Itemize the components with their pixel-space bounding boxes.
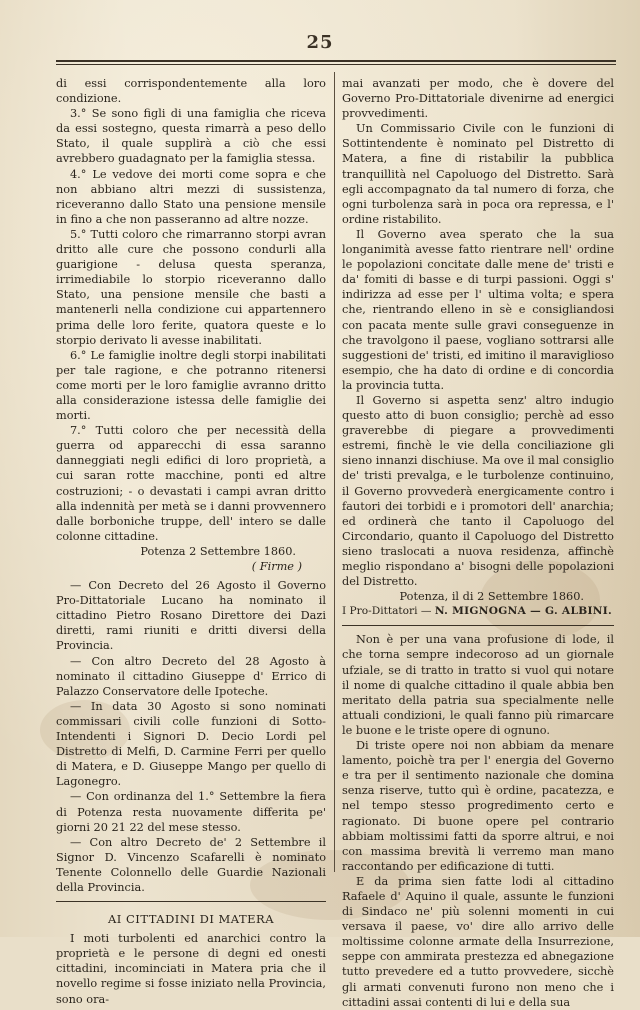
right-column (342, 76, 614, 1009)
signoff-label: I Pro-Dittatori — (342, 605, 432, 618)
decree: — Con altro Decreto de' 2 Settembre il Signor D. Vincenzo Scafarelli è nominato Tenente Colonnello delle Guardie Nazionali della Provincia. (56, 835, 326, 894)
signoff-names: N. MIGNOGNA — G. ALBINI. (434, 605, 612, 618)
paragraph: I moti turbolenti ed anarchici contro la proprietà e le persone di degni ed onesti cittadini, incominciati in Matera pria che il novello regime si fosse iniziato nella Provincia, sono ora- (56, 932, 326, 1006)
paragraph: Di triste opere noi non abbiam da menare lamento, poichè tra per l' energia del Governo e tra per il sentimento nazionale che domina senza riserve, tutto quì è ordine, pacatezza, e nel tempo stesso progredimento certo e ragionato. Di buone opere pel contrario abbiam moltissimi fatti da sporre altrui, e noi con massima brevità li verremo man mano raccontando per edificazione di tutti. (342, 739, 614, 873)
paragraph: 5.° Tutti coloro che rimarranno storpi avran dritto alle cure che possono condurli alla guarigione - delusa questa speranza, irrimediabile lo storpio riceveranno dallo Stato, una pensione mensile che basti a mantenerli nella condizione cui appartennero prima delle loro ferite, quatora queste e lo storpio derivato li avesse inabilitati. (56, 227, 326, 347)
paragraph: mai avanzati per modo, che è dovere del Governo Pro-Dittatoriale divenirne ad energici provvedimenti. (342, 77, 614, 121)
signoff (342, 604, 614, 619)
decree: — Con ordinanza del 1.° Settembre la fiera di Potenza resta nuovamente differita pe' giorni 20 21 22 del mese stesso. (56, 790, 326, 834)
paragraph: di essi corrispondentemente alla loro condizione. (56, 77, 326, 106)
signature: ( Firme ) (251, 560, 302, 573)
decree: — Con Decreto del 26 Agosto il Governo Pro-Dittatoriale Lucano ha nominato il cittadino Pietro Rosano Direttore dei Dazi diretti, rami riuniti e dritti diversi della Provincia. (56, 579, 326, 653)
column-divider (334, 72, 335, 872)
decree: — In data 30 Agosto si sono nominati commissari civili colle funzioni di Sotto-Intendenti i Signori D. Decio Lordi pel Distretto di Melfi, D. Carmine Ferri per quello di Matera, e D. Giuseppe Mango per quello di Lagonegro. (56, 699, 326, 789)
section-separator (56, 901, 326, 902)
header-rule (56, 60, 616, 62)
decree: — Con altro Decreto del 28 Agosto à nominato il cittadino Giuseppe d' Errico di Palazzo Conservatore delle Ipoteche. (56, 654, 326, 698)
left-column (56, 76, 326, 1006)
paragraph: 6.° Le famiglie inoltre degli storpi inabilitati per tale ragione, e che potranno ritenersi come morti per le loro famiglie avranno dritto alla considerazione istessa delle famiglie dei morti. (56, 348, 326, 423)
paragraph: Il Governo avea sperato che la sua longanimità avesse fatto rientrare nell' ordine le popolazioni concitate dalle mene de' tristi e da' fomiti di basse e di turpi passioni. Oggi s' indirizza ad esse per l' ultima volta; e spera che, rientrando elleno in sè e consigliandosi con pacata mente sulle gravi conseguenze in che travolgono il paese, vogliano sottrarsi alle suggestioni de' tristi, ed imitino il maraviglioso esempio, che ha dato di ordine e di concordia la provincia tutta. (342, 227, 614, 392)
paragraph: Un Commissario Civile con le funzioni di Sottintendente è nominato pel Distretto di Matera, a fine di ristabilir la pubblica tranquillità nel Capoluogo del Distretto. Sarà egli accompagnato da tal numero di forza, che ogni turbolenza sarà in poca ora repressa, e l' ordine ristabilito. (342, 122, 614, 226)
paragraph: 4.° Le vedove dei morti come sopra e che non abbiano altri mezzi di sussistenza, riceveranno dallo Stato una pensione mensile in fino a che non passeranno ad altre nozze. (56, 167, 326, 226)
paragraph: 3.° Se sono figli di una famiglia che riceva da essi sostegno, questa rimarrà a peso dello Stato, il quale supplirà a ciò che essi avrebbero guadagnato per la famiglia stessa. (56, 107, 326, 166)
date-line: Potenza, il di 2 Settembre 1860. (399, 590, 584, 604)
paragraph: E da prima sien fatte lodi al cittadino Rafaele d' Aquino il quale, assunte le funzioni di Sindaco ne' più solenni momenti in cui versava il paese, vo' dire allo arrivo delle moltissime colonne armate della Insurrezione, seppe con ammirata prestezza ed abnegazione tutto prevedere ed a tutto provvedere, sicchè gli armati convenuti furono non meno che i cittadini assai contenti di lui e della sua (342, 874, 614, 1009)
paragraph: Il Governo si aspetta senz' altro indugio questo atto di buon consiglio; perchè ad esso graverebbe di piegare a provvedimenti estremi, finchè le vie della conciliazione gli sieno innanzi dischiuse. Ma ove il mal consiglio de' tristi prevalga, e le turbolenze continuino, il Governo provvederà energicamente contro i fautori dei torbidi e i promotori dell' anarchia; ed ordinerà che tanto il Capoluogo del Circondario, quanto il Capoluogo del Distretto sieno traslocati a nuova residenza, affinchè meglio rispondano a' bisogni delle popolazioni del Distretto. (342, 393, 614, 589)
header-rule-thin (56, 64, 616, 65)
date-line: Potenza 2 Settembre 1860. (140, 544, 296, 558)
paragraph: Non è per una vana profusione di lode, il che torna sempre indecoroso ad un giornale ufziale, se di tratto in tratto si vuol qui notare il nome di qualche cittadino il quale abbia ben meritato della patria sua specialmente nelle attuali condizioni, le quali fanno più rimarcare le buone e le triste opere di ognuno. (342, 633, 614, 737)
section-title: AI CITTADINI DI MATERA (108, 912, 274, 927)
page-number: 25 (306, 32, 334, 53)
article-separator (342, 625, 614, 626)
paragraph: 7.° Tutti coloro che per necessità della guerra od apparecchi di essa saranno danneggiati negli edifici di loro proprietà, a cui saran rotte macchine, ponti ed altre costruzioni; - o devastati i campi avran dritto alla indennità per metà se i danni provvennero dalle borboniche truppe, dell' intero se dalle colonne cittadine. (56, 424, 326, 543)
